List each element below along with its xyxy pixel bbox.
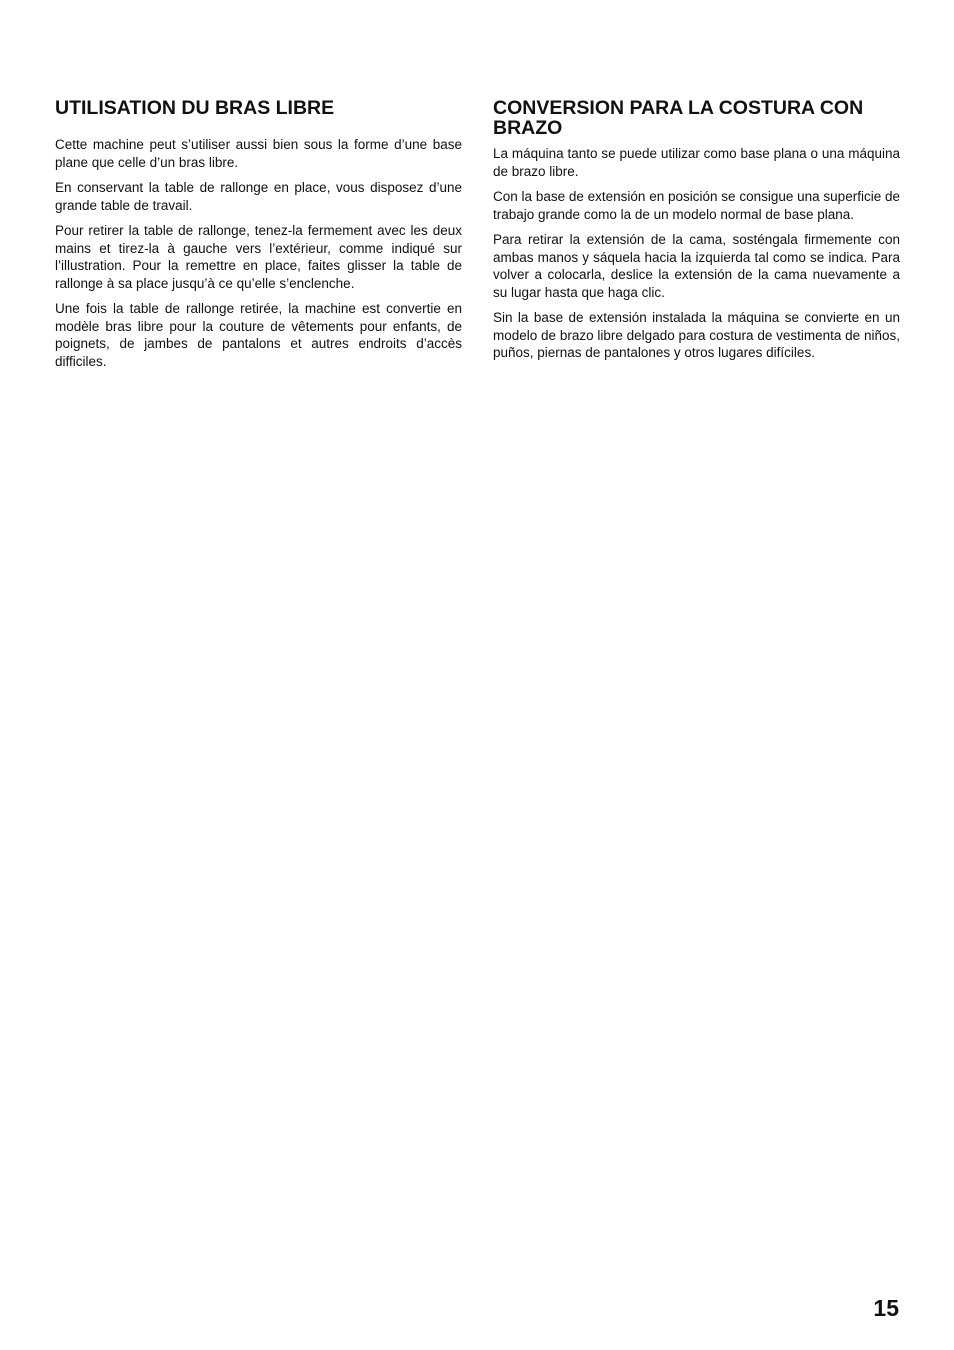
paragraph: Pour retirer la table de rallonge, tenez-la fermement avec les deux mains et tirez-la à gauche vers l’extérieur, comme indiqué sur l’illustration. Pour la remettre en place, faites glisser la table de rallonge à sa place jusqu’à ce qu’elle s’enclenche. (55, 223, 462, 291)
section-title-spanish: CONVERSION PARA LA COSTURA CON BRAZO (493, 97, 864, 139)
paragraph: Une fois la table de rallonge retirée, la machine est convertie en modèle bras libre pour la couture de vêtements pour enfants, de poignets, de jambes de pantalons et autres endroits d’accès difficiles. (55, 301, 462, 369)
paragraph: Para retirar la extensión de la cama, sosténgala firmemente con ambas manos y sáquela hacia la izquierda tal como se indica. Para volver a colocarla, deslice la extensión de la cama nuevamente a su lugar hasta que haga clic. (493, 232, 900, 300)
section-title-french: UTILISATION DU BRAS LIBRE (55, 97, 335, 119)
section-spanish (493, 98, 900, 370)
paragraph: Con la base de extensión en posición se consigue una superficie de trabajo grande como la de un modelo normal de base plana. (493, 189, 900, 222)
paragraph: En conservant la table de rallonge en place, vous disposez d’une grande table de travail. (55, 180, 462, 213)
paragraph: La máquina tanto se puede utilizar como base plana o una máquina de brazo libre. (493, 146, 900, 179)
paragraph: Cette machine peut s’utiliser aussi bien sous la forme d’une base plane que celle d’un bras libre. (55, 137, 462, 170)
page-number: 15 (873, 1295, 899, 1321)
section-french (55, 98, 462, 378)
paragraph: Sin la base de extensión instalada la máquina se convierte en un modelo de brazo libre delgado para costura de vestimenta de niños, puños, piernas de pantalones y otros lugares difíciles. (493, 310, 900, 360)
